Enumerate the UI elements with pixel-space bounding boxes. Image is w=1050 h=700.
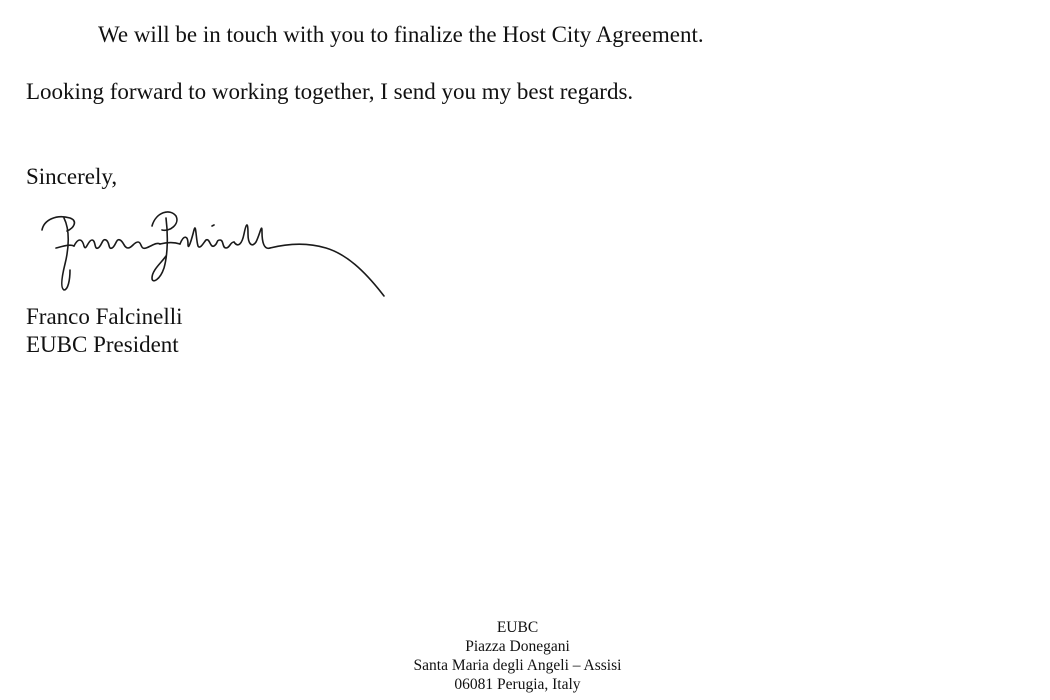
footer-street: Piazza Donegani bbox=[465, 638, 570, 655]
handwritten-signature bbox=[34, 204, 390, 304]
closing-salutation: Sincerely, bbox=[26, 164, 118, 189]
body-paragraph-2: Looking forward to working together, I send you my best regards. bbox=[26, 79, 634, 104]
signer-name: Franco Falcinelli bbox=[26, 304, 183, 329]
body-paragraph-1: We will be in touch with you to finalize the Host City Agreement. bbox=[98, 22, 704, 47]
footer-postal-city: 06081 Perugia, Italy bbox=[454, 676, 581, 693]
organization-address-footer bbox=[0, 618, 1035, 694]
signer-title: EUBC President bbox=[26, 332, 179, 357]
footer-locality: Santa Maria degli Angeli – Assisi bbox=[413, 657, 622, 674]
footer-org-name: EUBC bbox=[496, 619, 539, 636]
